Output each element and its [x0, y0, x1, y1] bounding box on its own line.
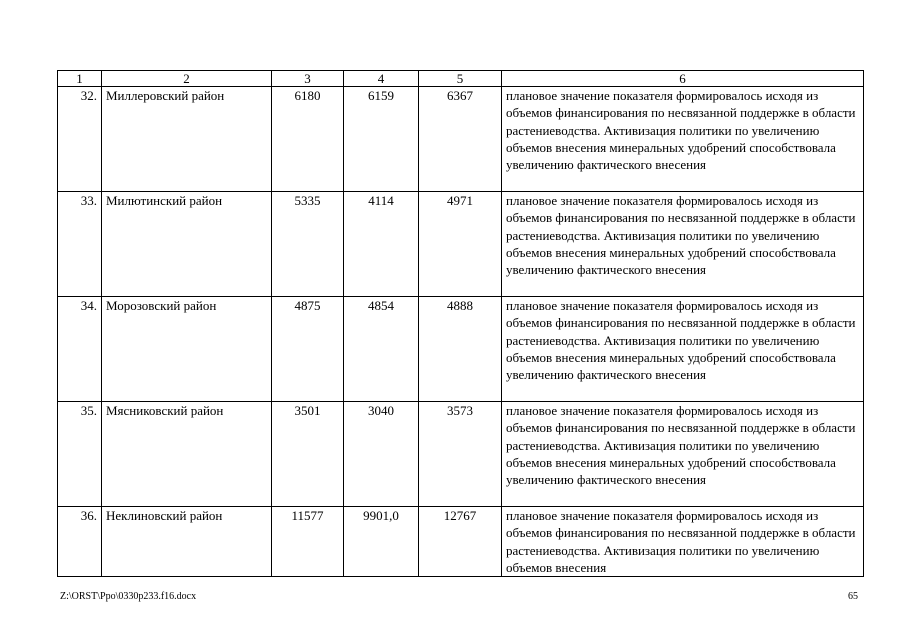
column-header: 5 [419, 71, 502, 87]
value-col3: 6180 [272, 87, 344, 192]
table-row [58, 507, 864, 577]
district-name: Морозовский район [102, 297, 272, 402]
value-col3: 5335 [272, 192, 344, 297]
value-col3: 3501 [272, 402, 344, 507]
table-row [58, 87, 864, 192]
column-header: 2 [102, 71, 272, 87]
district-name: Мясниковский район [102, 402, 272, 507]
note-text: плановое значение показателя формировалось исходя из объемов финансирования по несвязанной поддержке в области растениеводства. Активизация политики по увеличению объемов внесения минеральных удобрений способствовала увеличению фактического внесения [502, 297, 864, 402]
value-col4: 4114 [344, 192, 419, 297]
value-col5: 3573 [419, 402, 502, 507]
district-name: Неклиновский район [102, 507, 272, 577]
row-number: 33. [58, 192, 102, 297]
district-name: Миллеровский район [102, 87, 272, 192]
value-col3: 11577 [272, 507, 344, 577]
value-col4: 4854 [344, 297, 419, 402]
table-header-row [58, 71, 864, 87]
value-col4: 6159 [344, 87, 419, 192]
row-number: 36. [58, 507, 102, 577]
note-text: плановое значение показателя формировалось исходя из объемов финансирования по несвязанной поддержке в области растениеводства. Активизация политики по увеличению объемов внесения минеральных удобрений способствовала увеличению фактического внесения [502, 192, 864, 297]
column-header: 6 [502, 71, 864, 87]
page-number: 65 [848, 591, 858, 602]
note-text: плановое значение показателя формировалось исходя из объемов финансирования по несвязанной поддержке в области растениеводства. Активизация политики по увеличению объемов внесения минеральных удобрений способствовала увеличению фактического внесения [502, 87, 864, 192]
value-col5: 4888 [419, 297, 502, 402]
value-col3: 4875 [272, 297, 344, 402]
value-col4: 3040 [344, 402, 419, 507]
district-name: Милютинский район [102, 192, 272, 297]
row-number: 32. [58, 87, 102, 192]
footer-file-path: Z:\ORST\Ppo\0330p233.f16.docx [60, 591, 197, 602]
table-row [58, 192, 864, 297]
note-text: плановое значение показателя формировалось исходя из объемов финансирования по несвязанной поддержке в области растениеводства. Активизация политики по увеличению объемов внесения [502, 507, 864, 577]
value-col5: 4971 [419, 192, 502, 297]
table-row [58, 297, 864, 402]
note-text: плановое значение показателя формировалось исходя из объемов финансирования по несвязанной поддержке в области растениеводства. Активизация политики по увеличению объемов внесения минеральных удобрений способствовала увеличению фактического внесения [502, 402, 864, 507]
row-number: 34. [58, 297, 102, 402]
value-col5: 6367 [419, 87, 502, 192]
column-header: 1 [58, 71, 102, 87]
column-header: 4 [344, 71, 419, 87]
row-number: 35. [58, 402, 102, 507]
value-col5: 12767 [419, 507, 502, 577]
value-col4: 9901,0 [344, 507, 419, 577]
data-table [57, 70, 864, 577]
column-header: 3 [272, 71, 344, 87]
table-row [58, 402, 864, 507]
